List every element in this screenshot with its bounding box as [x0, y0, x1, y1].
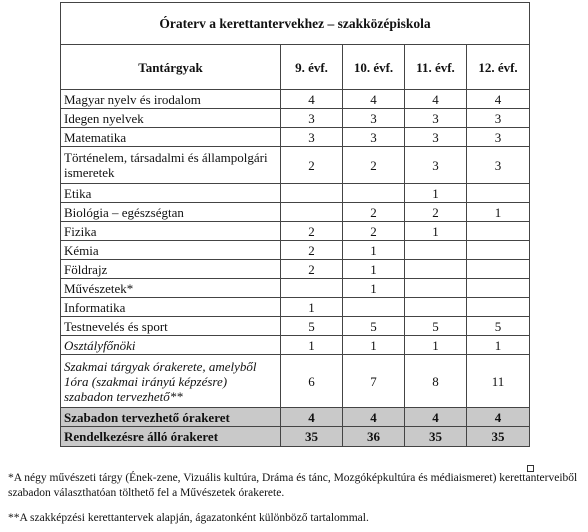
table-row: [61, 241, 530, 260]
subject-cell: Művészetek*: [61, 279, 281, 298]
hours-cell: 5: [405, 317, 467, 336]
hours-cell: 3: [281, 109, 343, 128]
hours-cell: 1: [343, 336, 405, 355]
hours-cell: 8: [405, 355, 467, 408]
subject-cell: Rendelkezésre álló órakeret: [61, 427, 281, 447]
hours-cell: 2: [281, 260, 343, 279]
subject-cell: Szabadon tervezhető órakeret: [61, 408, 281, 427]
table-row: [61, 203, 530, 222]
hours-cell: [467, 222, 530, 241]
hours-cell: 4: [405, 408, 467, 427]
hours-cell: 5: [467, 317, 530, 336]
subject-cell: Magyar nyelv és irodalom: [61, 90, 281, 109]
hours-cell: 1: [281, 298, 343, 317]
hours-cell: 35: [405, 427, 467, 447]
table-row-total-hours: [61, 427, 530, 447]
subject-cell: Fizika: [61, 222, 281, 241]
hours-cell: 3: [405, 147, 467, 184]
curriculum-table: [60, 2, 530, 447]
hours-cell: 1: [281, 336, 343, 355]
table-header-row: [61, 45, 530, 90]
hours-cell: 4: [281, 90, 343, 109]
hours-cell: 6: [281, 355, 343, 408]
hours-cell: [343, 184, 405, 203]
header-subjects: Tantárgyak: [61, 45, 281, 90]
hours-cell: [467, 260, 530, 279]
table-row: [61, 128, 530, 147]
hours-cell: 4: [467, 90, 530, 109]
hours-cell: 1: [405, 222, 467, 241]
subject-cell: Osztályfőnöki: [61, 336, 281, 355]
table-row: [61, 298, 530, 317]
table-row: [61, 279, 530, 298]
hours-cell: 2: [343, 147, 405, 184]
hours-cell: [405, 260, 467, 279]
hours-cell: 1: [343, 279, 405, 298]
hours-cell: [467, 184, 530, 203]
hours-cell: 2: [281, 241, 343, 260]
table-row: [61, 317, 530, 336]
header-grade-9: 9. évf.: [281, 45, 343, 90]
table-title-row: [61, 3, 530, 45]
table-row: [61, 355, 530, 408]
hours-cell: 2: [405, 203, 467, 222]
hours-cell: [467, 298, 530, 317]
hours-cell: 36: [343, 427, 405, 447]
subject-cell: Etika: [61, 184, 281, 203]
footnote-vocational: **A szakképzési kerettantervek alapján, ágazatonként különböző tartalommal.: [8, 512, 369, 524]
subject-cell: Szakmai tárgyak órakerete, amelyből 1óra (szakmai irányú képzésre) szabadon tervezhető**: [61, 355, 281, 408]
table-row: [61, 336, 530, 355]
hours-cell: 3: [343, 109, 405, 128]
table-row: [61, 184, 530, 203]
hours-cell: 5: [343, 317, 405, 336]
hours-cell: 7: [343, 355, 405, 408]
hours-cell: 2: [343, 222, 405, 241]
hours-cell: 3: [467, 147, 530, 184]
hours-cell: 3: [343, 128, 405, 147]
hours-cell: 3: [405, 109, 467, 128]
hours-cell: [343, 298, 405, 317]
hours-cell: 2: [343, 203, 405, 222]
hours-cell: [405, 241, 467, 260]
subject-cell: Informatika: [61, 298, 281, 317]
hours-cell: [467, 279, 530, 298]
hours-cell: 11: [467, 355, 530, 408]
hours-cell: 4: [343, 408, 405, 427]
hours-cell: 2: [281, 147, 343, 184]
subject-cell: Matematika: [61, 128, 281, 147]
footnote-arts: *A négy művészeti tárgy (Ének-zene, Vizuális kultúra, Dráma és tánc, Mozgóképkultúra és médiaismeret) kerettanterveiből szabadon választhatóan tölthető fel a Művészetek órakerete.: [8, 472, 578, 499]
hours-cell: [281, 279, 343, 298]
table-row: [61, 222, 530, 241]
table-row: [61, 260, 530, 279]
hours-cell: 1: [467, 336, 530, 355]
hours-cell: 1: [405, 184, 467, 203]
hours-cell: 2: [281, 222, 343, 241]
hours-cell: [467, 241, 530, 260]
hours-cell: 1: [343, 241, 405, 260]
subject-cell: Idegen nyelvek: [61, 109, 281, 128]
hours-cell: [405, 298, 467, 317]
table-row: [61, 90, 530, 109]
hours-cell: 3: [281, 128, 343, 147]
hours-cell: 35: [467, 427, 530, 447]
subject-cell: Történelem, társadalmi és állampolgári ismeretek: [61, 147, 281, 184]
table-row-free-hours: [61, 408, 530, 427]
subject-cell: Testnevelés és sport: [61, 317, 281, 336]
hours-cell: 3: [405, 128, 467, 147]
hours-cell: 1: [467, 203, 530, 222]
hours-cell: 3: [467, 128, 530, 147]
header-grade-11: 11. évf.: [405, 45, 467, 90]
header-grade-12: 12. évf.: [467, 45, 530, 90]
hours-cell: [281, 184, 343, 203]
header-grade-10: 10. évf.: [343, 45, 405, 90]
hours-cell: [405, 279, 467, 298]
table-row: [61, 147, 530, 184]
hours-cell: 5: [281, 317, 343, 336]
hours-cell: 4: [467, 408, 530, 427]
table-row: [61, 109, 530, 128]
subject-cell: Biológia – egészségtan: [61, 203, 281, 222]
hours-cell: 1: [343, 260, 405, 279]
subject-cell: Földrajz: [61, 260, 281, 279]
hours-cell: 35: [281, 427, 343, 447]
hours-cell: 4: [405, 90, 467, 109]
subject-cell: Kémia: [61, 241, 281, 260]
hours-cell: 3: [467, 109, 530, 128]
hours-cell: 4: [281, 408, 343, 427]
hours-cell: [281, 203, 343, 222]
table-title: Óraterv a kerettantervekhez – szakközépiskola: [61, 3, 530, 45]
hours-cell: 1: [405, 336, 467, 355]
hours-cell: 4: [343, 90, 405, 109]
